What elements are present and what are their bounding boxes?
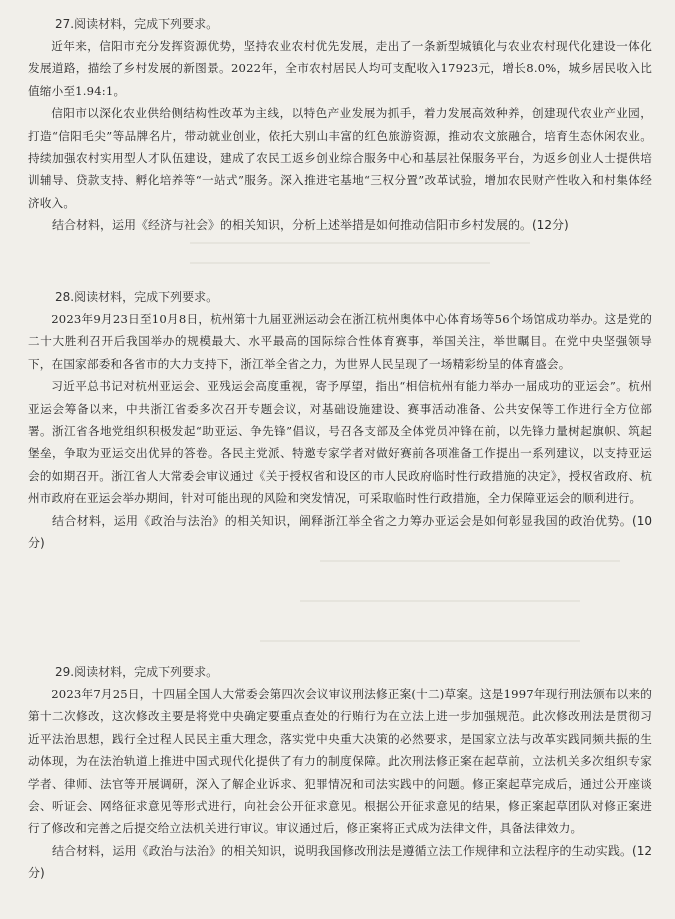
question-29 <box>28 662 652 885</box>
question-prompt: 结合材料，运用《经济与社会》的相关知识，分析上述举措是如何推动信阳市乡村发展的。(12分) <box>52 218 569 233</box>
material-paragraph: 信阳市以深化农业供给侧结构性改革为主线，以特色产业发展为抓手，着力发展高效种养，创建现代农业产业园，打造“信阳毛尖”等品牌名片，带动就业创业，依托大别山丰富的红色旅游资源，推动农文旅融合，培育生态休闲农业。持续加强农村实用型人才队伍建设，建成了农民工返乡创业综合服务中心和基层社保服务平台，为返乡创业人士提供培训辅导、贷款支持、孵化培养等“一站式”服务。深入推进宅基地“三权分置”改革试验，增加农民财产性收入和村集体经济收入。 <box>28 106 652 210</box>
question-title: 29.阅读材料，完成下列要求。 <box>55 665 219 679</box>
bleed-through-mark <box>320 560 620 562</box>
question-title: 27.阅读材料，完成下列要求。 <box>55 17 219 31</box>
material-paragraph: 习近平总书记对杭州亚运会、亚残运会高度重视，寄予厚望，指出“相信杭州有能力举办一届成功的亚运会”。杭州亚运会筹备以来，中共浙江省委多次召开专题会议，对基础设施建设、赛事活动准备、公共安保等工作进行全方位部署。浙江省各地党组织积极发起“助亚运、争先锋”倡议，号召各支部及全体党员冲锋在前，以先锋力量树起旗帜、筑起堡垒，争取为亚运交出优异的答卷。各民主党派、特邀专家学者对做好赛前各项准备工作提出一系列建议，以支持亚运会的如期召开。浙江省人大常委会审议通过《关于授权省和设区的市人民政府临时性行政措施的决定》，授权省政府、杭州市政府在亚运会举办期间，针对可能出现的风险和突发情况，可采取临时性行政措施，全力保障亚运会的顺利进行。 <box>28 379 652 506</box>
bleed-through-mark <box>260 640 580 642</box>
material-paragraph: 2023年7月25日，十四届全国人大常委会第四次会议审议刑法修正案(十二)草案。这是1997年现行刑法颁布以来的第十二次修改，这次修改主要是将党中央确定要重点查处的行贿行为在立法上进一步加强规范。此次修改刑法是贯彻习近平法治思想，践行全过程人民民主重大理念，落实党中央重大决策的必然要求，是国家立法与改革实践同频共振的生动体现，为在法治轨道上推进中国式现代化提供了有力的制度保障。此次刑法修正案在起草前，立法机关多次组织专家学者、律师、法官等开展调研，深入了解企业诉求、犯罪情况和司法实践中的问题。修正案起草完成后，通过公开座谈会、听证会、网络征求意见等形式进行，向社会公开征求意见。根据公开征求意见的结果，修正案起草团队对修正案进行了修改和完善之后提交给立法机关进行审议。审议通过后，修正案将正式成为法律文件，具备法律效力。 <box>28 687 652 836</box>
bleed-through-mark <box>190 262 490 264</box>
question-27 <box>28 14 652 237</box>
question-prompt: 结合材料，运用《政治与法治》的相关知识，说明我国修改刑法是遵循立法工作规律和立法程序的生动实践。(12分) <box>28 843 652 881</box>
question-prompt: 结合材料，运用《政治与法治》的相关知识，阐释浙江举全省之力筹办亚运会是如何彰显我国的政治优势。(10分) <box>28 513 652 551</box>
bleed-through-mark <box>300 600 580 602</box>
bleed-through-mark <box>190 242 530 244</box>
material-paragraph: 2023年9月23日至10月8日，杭州第十九届亚洲运动会在浙江杭州奥体中心体育场等56个场馆成功举办。这是党的二十大胜利召开后我国举办的规模最大、水平最高的国际综合性体育赛事，举国关注，举世瞩目。在党中央坚强领导下，在国家部委和各省市的大力支持下，浙江举全省之力，为世界人民呈现了一场精彩纷呈的体育盛会。 <box>28 312 652 371</box>
material-paragraph: 近年来，信阳市充分发挥资源优势，坚持农业农村优先发展，走出了一条新型城镇化与农业农村现代化建设一体化发展道路，描绘了乡村发展的新图景。2022年，全市农村居民人均可支配收入17923元，增长8.0%，城乡居民收入比值缩小至1.94:1。 <box>28 39 652 98</box>
question-title: 28.阅读材料，完成下列要求。 <box>55 290 219 304</box>
question-28 <box>28 287 652 554</box>
